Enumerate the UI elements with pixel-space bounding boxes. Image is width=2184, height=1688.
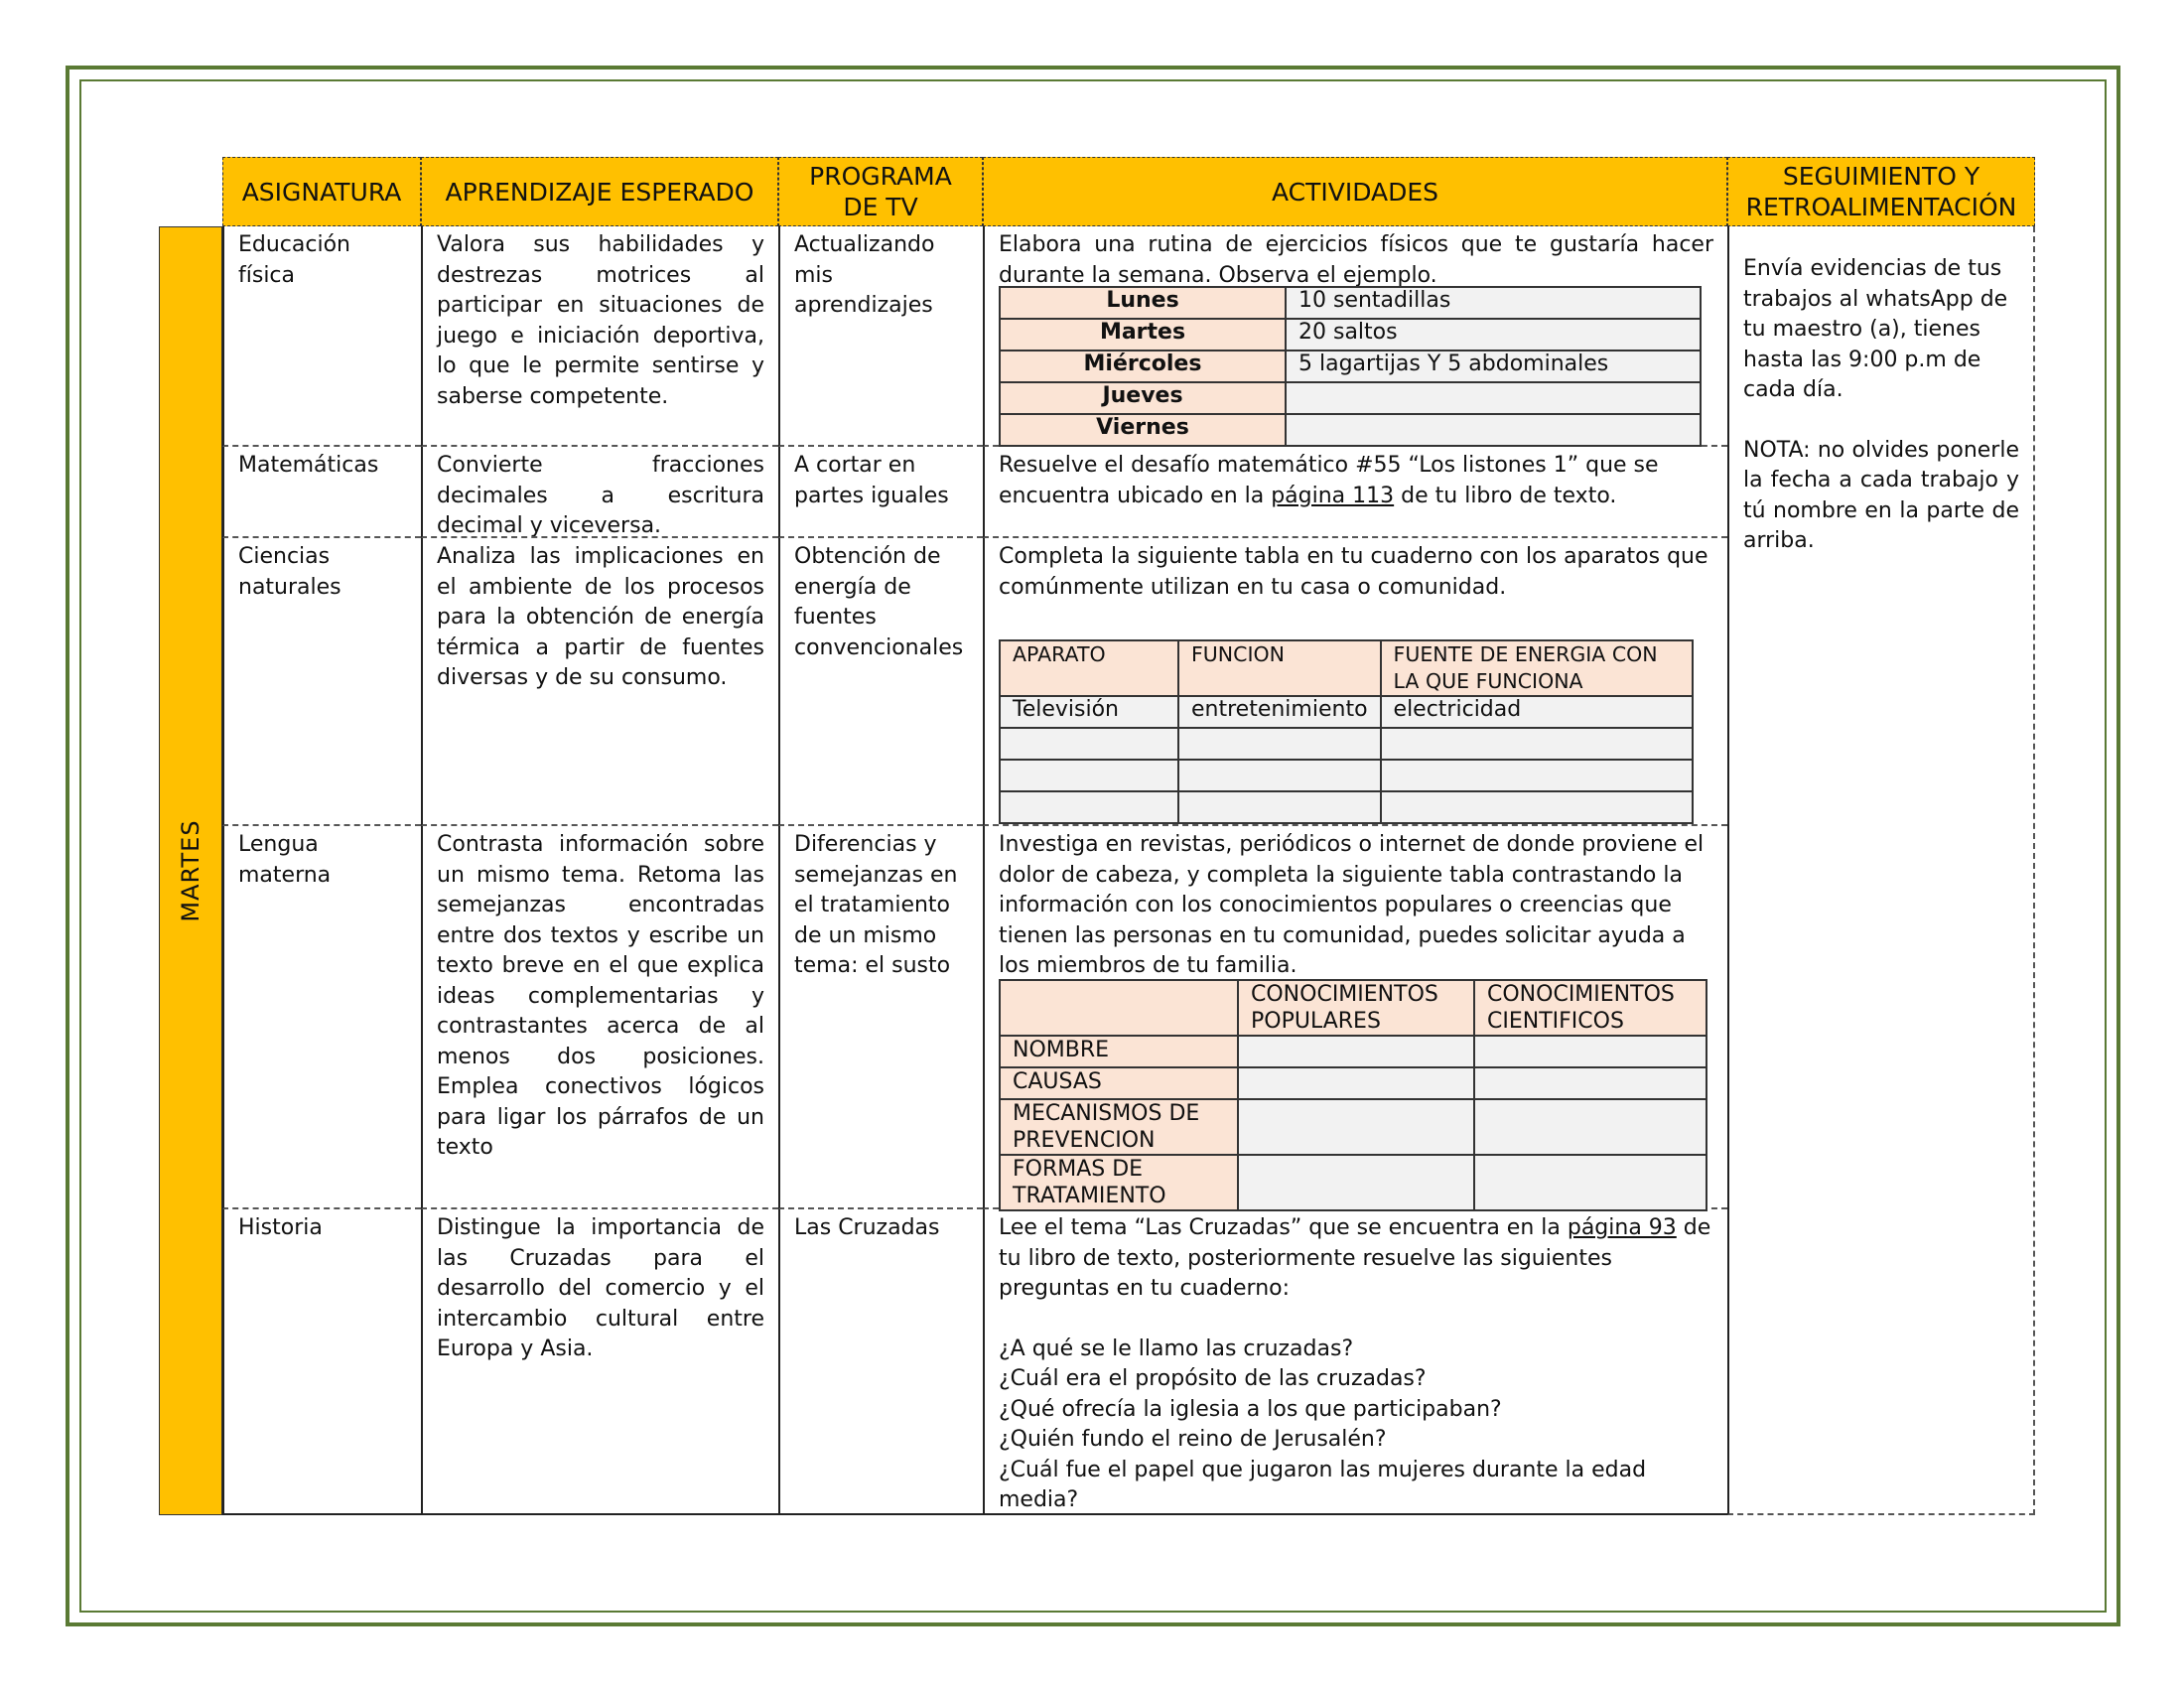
energia-cell — [1381, 791, 1693, 823]
energia-cell — [1178, 791, 1381, 823]
row2-aprendizaje: Convierte fracciones decimales a escritura decimal y viceversa. — [421, 447, 778, 538]
row4-aprendizaje: Contrasta información sobre un mismo tema. Retoma las semejanzas encontradas entre dos textos y escribe un texto breve en el que explica ideas complementarias y contrastantes acerca de al menos dos posiciones. Emplea conectivos lógicos para ligar los párrafos de un texto — [421, 826, 778, 1209]
energia-header: FUNCION — [1178, 640, 1381, 696]
header-actividades: ACTIVIDADES — [983, 157, 1727, 226]
header-aprendizaje: APRENDIZAJE ESPERADO — [421, 157, 778, 226]
energia-cell — [1000, 728, 1178, 760]
header-programa: PROGRAMA DE TV — [778, 157, 983, 226]
row5-asignatura: Historia — [222, 1209, 421, 1515]
pregunta-item: ¿Qué ofrecía la iglesia a los que participaban? — [999, 1396, 1502, 1422]
row4-programa: Diferencias y semejanzas en el tratamiento de un mismo tema: el susto — [778, 826, 983, 1209]
row4-asignatura: Lengua materna — [222, 826, 421, 1209]
energia-cell — [1000, 760, 1178, 791]
row5-aprendizaje: Distingue la importancia de las Cruzadas para el desarrollo del comercio y el intercambio cultural entre Europa y Asia. — [421, 1209, 778, 1515]
conocimientos-table — [999, 979, 1707, 1211]
energia-table — [999, 639, 1694, 824]
seguimiento-text: Envía evidencias de tus trabajos al whatsApp de tu maestro (a), tienes hasta las 9:00 p.m de cada día. — [1743, 256, 2008, 402]
energia-cell: Televisión — [1000, 696, 1178, 728]
conocimientos-header: CONOCIMIENTOS POPULARES — [1238, 980, 1474, 1036]
row3-asignatura: Ciencias naturales — [222, 538, 421, 826]
conocimientos-header — [1000, 980, 1238, 1036]
row2-programa: A cortar en partes iguales — [778, 447, 983, 538]
conocimientos-header: CONOCIMIENTOS CIENTIFICOS — [1474, 980, 1706, 1036]
row1-actividad: Elabora una rutina de ejercicios físicos que te gustaría hacer durante la semana. Observa el ejemplo. — [999, 232, 1713, 288]
rutina-ejercicio — [1286, 414, 1701, 446]
energia-cell — [1381, 760, 1693, 791]
row4-actividad: Investiga en revistas, periódicos o internet de donde proviene el dolor de cabeza, y completa la siguiente tabla contrastando la información con los conocimientos populares o creencias que tienen las personas en tu comunidad, puedes solicitar ayuda a los miembros de tu familia. — [999, 832, 1705, 978]
energia-header: APARATO — [1000, 640, 1178, 696]
rutina-dia: Viernes — [1000, 414, 1286, 446]
conocimientos-row-label: CAUSAS — [1000, 1067, 1238, 1099]
pregunta-item: ¿Cuál fue el papel que jugaron las mujeres durante la edad media? — [999, 1457, 1647, 1512]
conocimientos-row-label: FORMAS DE TRATAMIENTO — [1000, 1155, 1238, 1210]
rutina-ejercicio — [1286, 382, 1701, 414]
energia-cell: electricidad — [1381, 696, 1693, 728]
rutina-dia: Jueves — [1000, 382, 1286, 414]
day-label-bar — [159, 226, 222, 1515]
page-reference-link: página 93 — [1567, 1215, 1677, 1240]
energia-cell — [1178, 728, 1381, 760]
pregunta-item: ¿A qué se le llamo las cruzadas? — [999, 1336, 1354, 1361]
energia-cell — [1178, 760, 1381, 791]
row2-actividad-text-end: de tu libro de texto. — [1394, 483, 1617, 508]
rutina-ejercicio: 10 sentadillas — [1286, 287, 1701, 319]
row5-actividad-cell — [983, 1209, 1727, 1515]
row3-aprendizaje: Analiza las implicaciones en el ambiente de los procesos para la obtención de energía térmica a partir de fuentes diversas y de su consumo. — [421, 538, 778, 826]
row5-actividad-text: Lee el tema “Las Cruzadas” que se encuentra en la — [999, 1215, 1568, 1240]
pregunta-item: ¿Quién fundo el reino de Jerusalén? — [999, 1427, 1387, 1452]
row1-aprendizaje: Valora sus habilidades y destrezas motrices al participar en situaciones de juego e iniciación deportiva, lo que le permite sentirse y saberse competente. — [421, 226, 778, 447]
row5-actividad-text-end: de tu libro de texto, posteriormente resuelve las siguientes preguntas en tu cuaderno: — [999, 1215, 1711, 1301]
rutina-ejercicio: 20 saltos — [1286, 319, 1701, 351]
row3-actividad: Completa la siguiente tabla en tu cuaderno con los aparatos que comúnmente utilizan en tu casa o comunidad. — [999, 544, 1708, 600]
rutina-dia: Lunes — [1000, 287, 1286, 319]
energia-header: FUENTE DE ENERGIA CON LA QUE FUNCIONA — [1381, 640, 1693, 696]
seguimiento-nota: NOTA: no olvides ponerle la fecha a cada trabajo y tú nombre en la parte de arriba. — [1743, 437, 2019, 553]
row2-actividad-text: Resuelve el desafío matemático #55 “Los listones 1” que se encuentra ubicado en la — [999, 453, 1659, 508]
energia-cell: entretenimiento — [1178, 696, 1381, 728]
conocimientos-row-label: MECANISMOS DE PREVENCION — [1000, 1099, 1238, 1155]
day-label: MARTES — [177, 819, 205, 922]
energia-cell — [1000, 791, 1178, 823]
pregunta-item: ¿Cuál era el propósito de las cruzadas? — [999, 1366, 1427, 1391]
row1-asignatura: Educación física — [222, 226, 421, 447]
seguimiento-cell — [1727, 226, 2035, 1515]
row5-actividad — [999, 1213, 1713, 1305]
rutina-ejercicio: 5 lagartijas Y 5 abdominales — [1286, 351, 1701, 382]
page-reference-link: página 113 — [1271, 483, 1395, 508]
row3-programa: Obtención de energía de fuentes convencionales — [778, 538, 983, 826]
row2-actividad — [983, 447, 1727, 538]
rutina-table — [999, 286, 1702, 447]
row5-programa: Las Cruzadas — [778, 1209, 983, 1515]
energia-cell — [1381, 728, 1693, 760]
row1-programa: Actualizando mis aprendizajes — [778, 226, 983, 447]
row2-asignatura: Matemáticas — [222, 447, 421, 538]
header-asignatura: ASIGNATURA — [222, 157, 421, 226]
conocimientos-row-label: NOMBRE — [1000, 1036, 1238, 1067]
header-seguimiento: SEGUIMIENTO Y RETROALIMENTACIÓN — [1727, 157, 2035, 226]
rutina-dia: Miércoles — [1000, 351, 1286, 382]
rutina-dia: Martes — [1000, 319, 1286, 351]
